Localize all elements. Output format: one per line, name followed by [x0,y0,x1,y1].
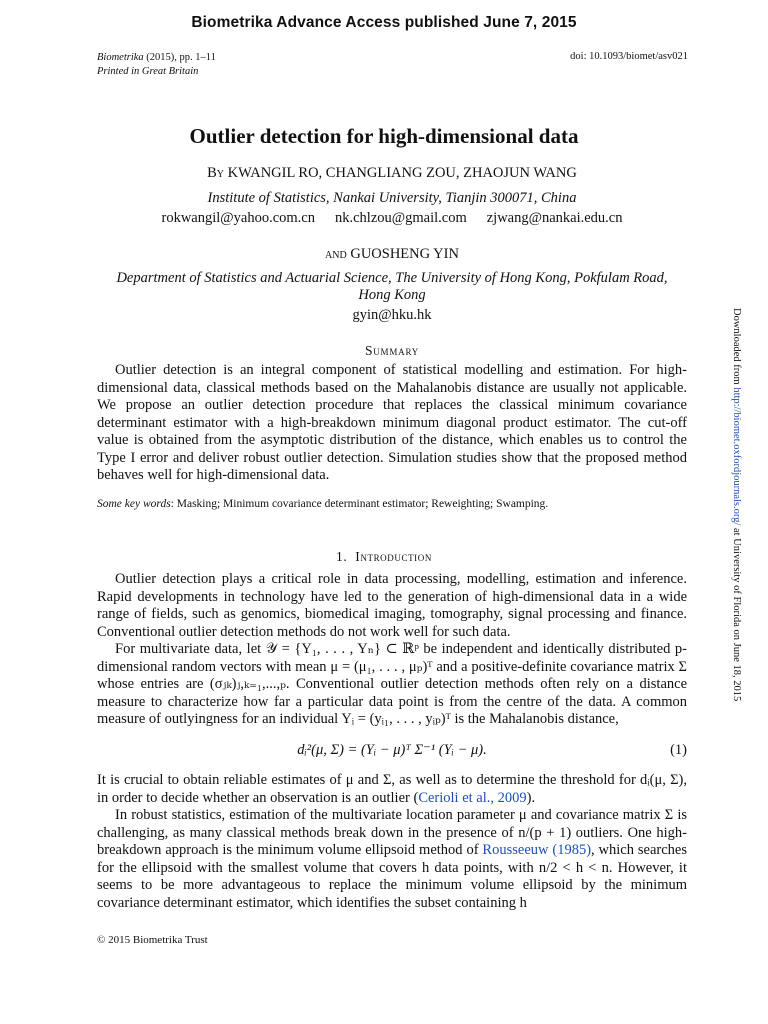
affiliation-2-line-2: Hong Kong [358,287,426,303]
email-ro: rokwangil@yahoo.com.cn [161,210,315,226]
printed-location: Printed in Great Britain [97,65,199,77]
p4-text-before: In robust statistics, estimation of the multivariate location parameter μ and covariance matrix Σ is challenging, as many classical methods break down in the presence of n/(p + 1) outliers. One high-breakdown approach is the minimum volume ellipsoid method of [97,807,687,858]
author-line-2 [97,246,687,263]
author-line-1 [97,165,687,182]
emails-1 [97,210,687,227]
doi: doi: 10.1093/biomet/asv021 [570,51,688,62]
equation-number: (1) [670,742,687,758]
journal-url-link[interactable]: http://biomet.oxfordjournals.org/ [731,387,742,526]
abstract [97,362,687,485]
keywords-list: : Masking; Minimum covariance determinant estimator; Reweighting; Swamping. [170,498,549,510]
advance-access-banner: Biometrika Advance Access published June 7, 2015 [191,14,577,31]
affiliation-2-line-1: Department of Statistics and Actuarial Science, The University of Hong Kong, Pokfulam Road, [116,270,668,286]
intro-paragraph-2: For multivariate data, let 𝒴 = {Y₁, . . . , Yₙ} ⊂ ℝᵖ be independent and identically distributed p-dimensional random vectors with mean μ = (μ₁, . . . , μₚ)ᵀ and a positive-definite covariance matrix Σ whose entries are (σⱼₖ)ⱼ,ₖ₌₁,...,ₚ. Conventional outlier detection methods often rely on a distance measure to characterize how far a particular data point is from the centre of the data. A common measure of outlyingness for an individual Yᵢ = (yᵢ₁, . . . , yᵢₚ)ᵀ is the Mahalanobis distance, [97,641,687,727]
download-prefix: Downloaded from [731,308,742,388]
and-label: and [325,246,347,262]
intro-part-1 [97,571,687,729]
copyright-footer: © 2015 Biometrika Trust [97,934,208,946]
intro-paragraph-4 [97,807,687,912]
p3-text-before: It is crucial to obtain reliable estimates of μ and Σ, as well as to determine the threshold for dᵢ(μ, Σ), in order to decide whether an observation is an outlier ( [97,772,687,806]
rousseeuw-citation-link[interactable]: Rousseeuw (1985) [482,842,592,858]
journal-name: Biometrika [97,52,144,63]
download-suffix: at University of Florida on June 18, 2015 [731,525,742,702]
author-names-2: GUOSHENG YIN [346,246,459,262]
section-title: Introduction [355,549,432,564]
journal-pages: (2015), pp. 1–11 [143,52,216,63]
author-names-1: KWANGIL RO, CHANGLIANG ZOU, ZHAOJUN WANG [224,165,577,181]
keywords-label: Some key words [97,498,171,510]
cerioli-citation-link[interactable]: Cerioli et al., 2009 [418,789,527,806]
equation-1 [97,742,687,764]
mahalanobis-formula: dᵢ²(μ, Σ) = (Yᵢ − μ)ᵀ Σ⁻¹ (Yᵢ − μ). [297,742,487,758]
intro-paragraph-1: Outlier detection plays a critical role in data processing, modelling, estimation and inference. Rapid developments in technology have led to the generation of high-dimensional data in a wide range of fields, such as genomics, biomedical imaging, tomography, signal processing and finance. Conventional outlier detection methods do not work well for such data. [97,571,687,640]
email-yin: gyin@hku.hk [352,307,432,323]
paper-title: Outlier detection for high-dimensional data [189,124,579,148]
section-number: 1. [336,549,348,564]
p3-text-after: ). [526,789,536,806]
journal-citation [97,51,216,78]
p4-text-after: , which searches for the ellipsoid with the smallest volume that covers h data points, with n/2 < h < n. However, it seems to be more advantageous to replace the minimum volume ellipsoid by the minimum covariance determinant estimator, which identifies the subset containing h [97,842,687,911]
affiliation-1: Institute of Statistics, Nankai University, Tianjin 300071, China [207,190,577,206]
by-label: By [207,165,225,181]
intro-paragraph-3 [97,772,687,807]
intro-part-2 [97,772,687,912]
abstract-text: Outlier detection is an integral component of statistical modelling and estimation. For high-dimensional data, classical methods based on the Mahalanobis distance are usually not applicable. We propose an outlier detection procedure that replaces the classical minimum covariance determinant estimator with a high-breakdown minimum diagonal product estimator. The cut-off value is obtained from the asymptotic distribution of the distance, which enables us to control the Type I error and deliver robust outlier detection. Simulation studies show that the proposed method behaves well for high-dimensional data. [97,362,687,483]
section-heading [0,549,768,565]
summary-heading: Summary [364,343,420,358]
email-zou: nk.chlzou@gmail.com [334,210,467,226]
keywords [97,498,687,510]
download-watermark [731,308,742,701]
email-wang: zjwang@nankai.edu.cn [486,210,623,226]
